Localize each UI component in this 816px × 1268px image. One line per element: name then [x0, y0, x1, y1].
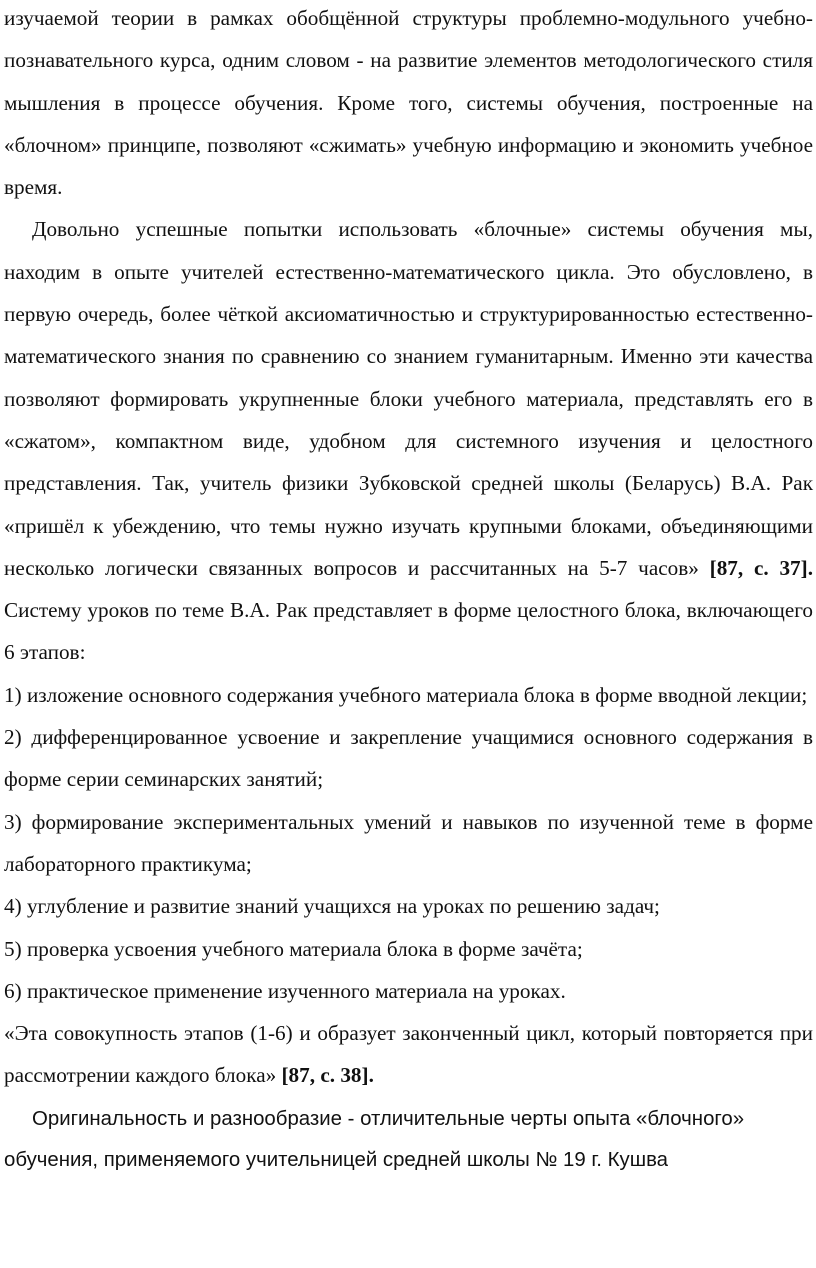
paragraph-block-systems-tail: Систему уроков по теме В.А. Рак представляет в форме целостного блока, включающего 6 этапов: — [4, 598, 813, 665]
paragraph-block-systems — [4, 208, 813, 673]
paragraph-block-systems-text: Довольно успешные попытки использовать «блочные» системы обучения мы, находим в опыте учителей естественно-математического цикла. Это обусловлено, в первую очередь, более чёткой аксиоматичностью и структурированностью естественно-математического знания по сравнению со знанием гуманитарным. Именно эти качества позволяют формировать укрупненные блоки учебного материала, представлять его в «сжатом», компактном виде, удобном для системного изучения и целостного представления. Так, учитель физики Зубковской средней школы (Беларусь) В.А. Рак «пришёл к убеждению, что темы нужно изучать крупными блоками, объединяющими несколько логически связанных вопросов и рассчитанных на 5-7 часов» — [4, 217, 813, 580]
list-item-3: 3) формирование экспериментальных умений и навыков по изученной теме в форме лабораторного практикума; — [4, 809, 813, 876]
paragraph-originality: Оригинальность и разнообразие - отличительные черты опыта «блочного» обучения, применяемого учительницей средней школы № 19 г. Кушва — [4, 1107, 745, 1171]
list-item-4: 4) углубление и развитие знаний учащихся на уроках по решению задач; — [4, 894, 660, 919]
paragraph-intro-continuation: изучаемой теории в рамках обобщённой структуры проблемно-модульного учебно-познавательного курса, одним словом - на развитие элементов методологического стиля мышления в процессе обучения. Кроме того, системы обучения, построенные на «блочном» принципе, позволяют «сжимать» учебную информацию и экономить учебное время. — [4, 6, 813, 200]
citation-87-37: [87, с. 37]. — [709, 555, 814, 580]
paragraph-quote-cycle — [4, 1012, 813, 1097]
list-item-6: 6) практическое применение изученного материала на уроках. — [4, 978, 566, 1003]
list-item-2: 2) дифференцированное усвоение и закрепление учащимися основного содержания в форме серии семинарских занятий; — [4, 725, 813, 792]
list-item-1: 1) изложение основного содержания учебного материала блока в форме вводной лекции; — [4, 682, 808, 707]
list-item-5: 5) проверка усвоения учебного материала блока в форме зачёта; — [4, 936, 583, 961]
citation-87-38: [87, с. 38]. — [281, 1063, 374, 1088]
paragraph-quote-cycle-text: «Эта совокупность этапов (1-6) и образует законченный цикл, который повторяется при рассмотрении каждого блока» — [4, 1021, 813, 1088]
